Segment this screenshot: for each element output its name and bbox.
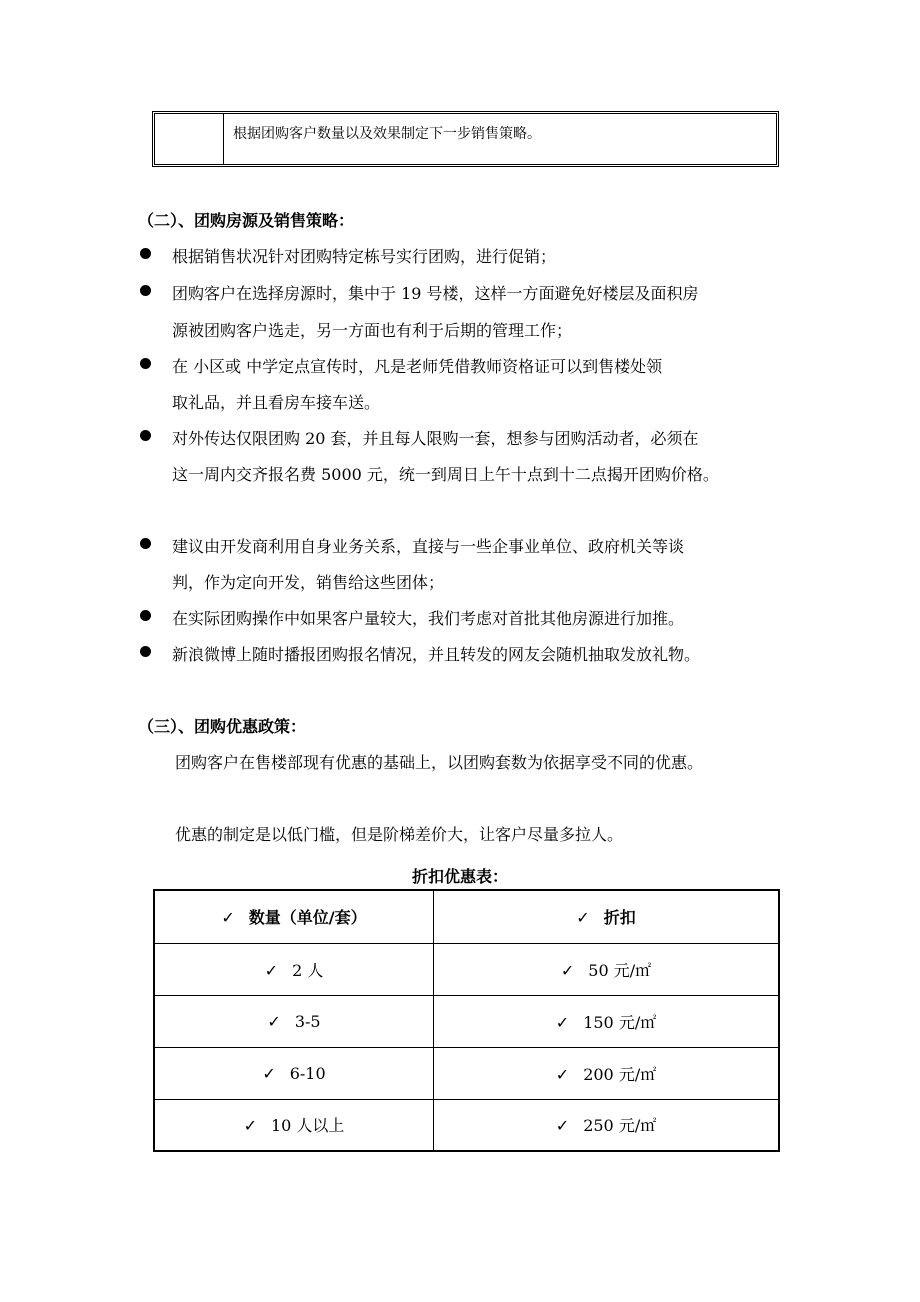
checkmark-icon: ✓ — [264, 960, 279, 980]
table-header-cell — [434, 890, 780, 943]
quantity-value: 10 人以上 — [270, 1116, 345, 1136]
table-header-row — [154, 890, 779, 943]
list-item-continuation: 取礼品，并且看房车接车送。 — [172, 393, 381, 412]
bullet-icon — [140, 538, 151, 549]
table-header-cell — [154, 890, 434, 943]
bullet-icon — [140, 610, 151, 621]
table-cell — [154, 1047, 434, 1099]
quantity-value: 6-10 — [289, 1063, 326, 1083]
quantity-value: 3-5 — [294, 1011, 321, 1031]
table-cell — [434, 943, 780, 995]
checkmark-icon: ✓ — [243, 1116, 257, 1136]
discount-value: 200 元/㎡ — [583, 1064, 657, 1084]
bullet-icon — [140, 358, 151, 369]
discount-table — [153, 889, 780, 1152]
bullet-icon — [140, 430, 151, 441]
list-item-continuation: 源被团购客户选走，另一方面也有利于后期的管理工作； — [172, 321, 573, 340]
section2-heading: （二）、团购房源及销售策略： — [138, 211, 355, 230]
checkmark-icon: ✓ — [221, 908, 235, 928]
table-cell — [434, 995, 780, 1047]
list-item: 在 小区或 中学定点宣传时，凡是老师凭借教师资格证可以到售楼处领 — [172, 357, 663, 376]
discount-value: 50 元/㎡ — [588, 960, 652, 980]
table-cell — [154, 995, 434, 1047]
quantity-value: 2 人 — [292, 960, 324, 980]
checkmark-icon: ✓ — [262, 1063, 276, 1083]
checkmark-icon: ✓ — [555, 1012, 570, 1032]
table-cell — [154, 1099, 434, 1151]
discount-value: 250 元/㎡ — [583, 1116, 657, 1136]
header-quantity: 数量（单位/套） — [248, 908, 367, 928]
bullet-icon — [140, 248, 151, 259]
table-caption: 折扣优惠表： — [411, 867, 508, 886]
table-cell — [154, 943, 434, 995]
table-row — [154, 995, 779, 1047]
table-row — [154, 1099, 779, 1151]
top-table-text: 根据团购客户数量以及效果制定下一步销售策略。 — [233, 126, 541, 142]
list-item: 团购客户在选择房源时，集中于 19 号楼，这样一方面避免好楼层及面积房 — [172, 284, 699, 303]
list-item: 建议由开发商利用自身业务关系，直接与一些企事业单位、政府机关等谈 — [172, 537, 685, 556]
table-cell — [434, 1099, 780, 1151]
table-row — [154, 943, 779, 995]
checkmark-icon: ✓ — [560, 960, 575, 980]
top-table-empty-cell — [155, 114, 224, 164]
table-row — [154, 1047, 779, 1099]
list-item: 在实际团购操作中如果客户量较大，我们考虑对首批其他房源进行加推。 — [172, 609, 685, 628]
checkmark-icon: ✓ — [555, 1064, 570, 1084]
bullet-icon — [140, 285, 151, 296]
list-item-continuation: 这一周内交齐报名费 5000 元，统一到周日上午十点到十二点揭开团购价格。 — [172, 465, 719, 484]
discount-value: 150 元/㎡ — [583, 1012, 657, 1032]
section3-paragraph-2: 优惠的制定是以低门槛，但是阶梯差价大，让客户尽量多拉人。 — [175, 825, 624, 844]
bullet-icon — [140, 646, 151, 657]
checkmark-icon: ✓ — [267, 1011, 281, 1031]
table-cell — [434, 1047, 780, 1099]
top-table — [152, 111, 779, 167]
list-item-continuation: 判，作为定向开发，销售给这些团体； — [172, 573, 445, 592]
list-item: 新浪微博上随时播报团购报名情况，并且转发的网友会随机抽取发放礼物。 — [172, 645, 701, 664]
list-item: 对外传达仅限团购 20 套，并且每人限购一套，想参与团购活动者，必须在 — [172, 429, 699, 448]
checkmark-icon: ✓ — [576, 908, 590, 928]
header-discount: 折扣 — [603, 908, 636, 928]
section3-heading: （三）、团购优惠政策： — [138, 717, 307, 736]
list-item: 根据销售状况针对团购特定栋号实行团购，进行促销； — [172, 247, 557, 266]
section3-paragraph-1: 团购客户在售楼部现有优惠的基础上，以团购套数为依据享受不同的优惠。 — [175, 753, 704, 772]
checkmark-icon: ✓ — [555, 1116, 570, 1136]
